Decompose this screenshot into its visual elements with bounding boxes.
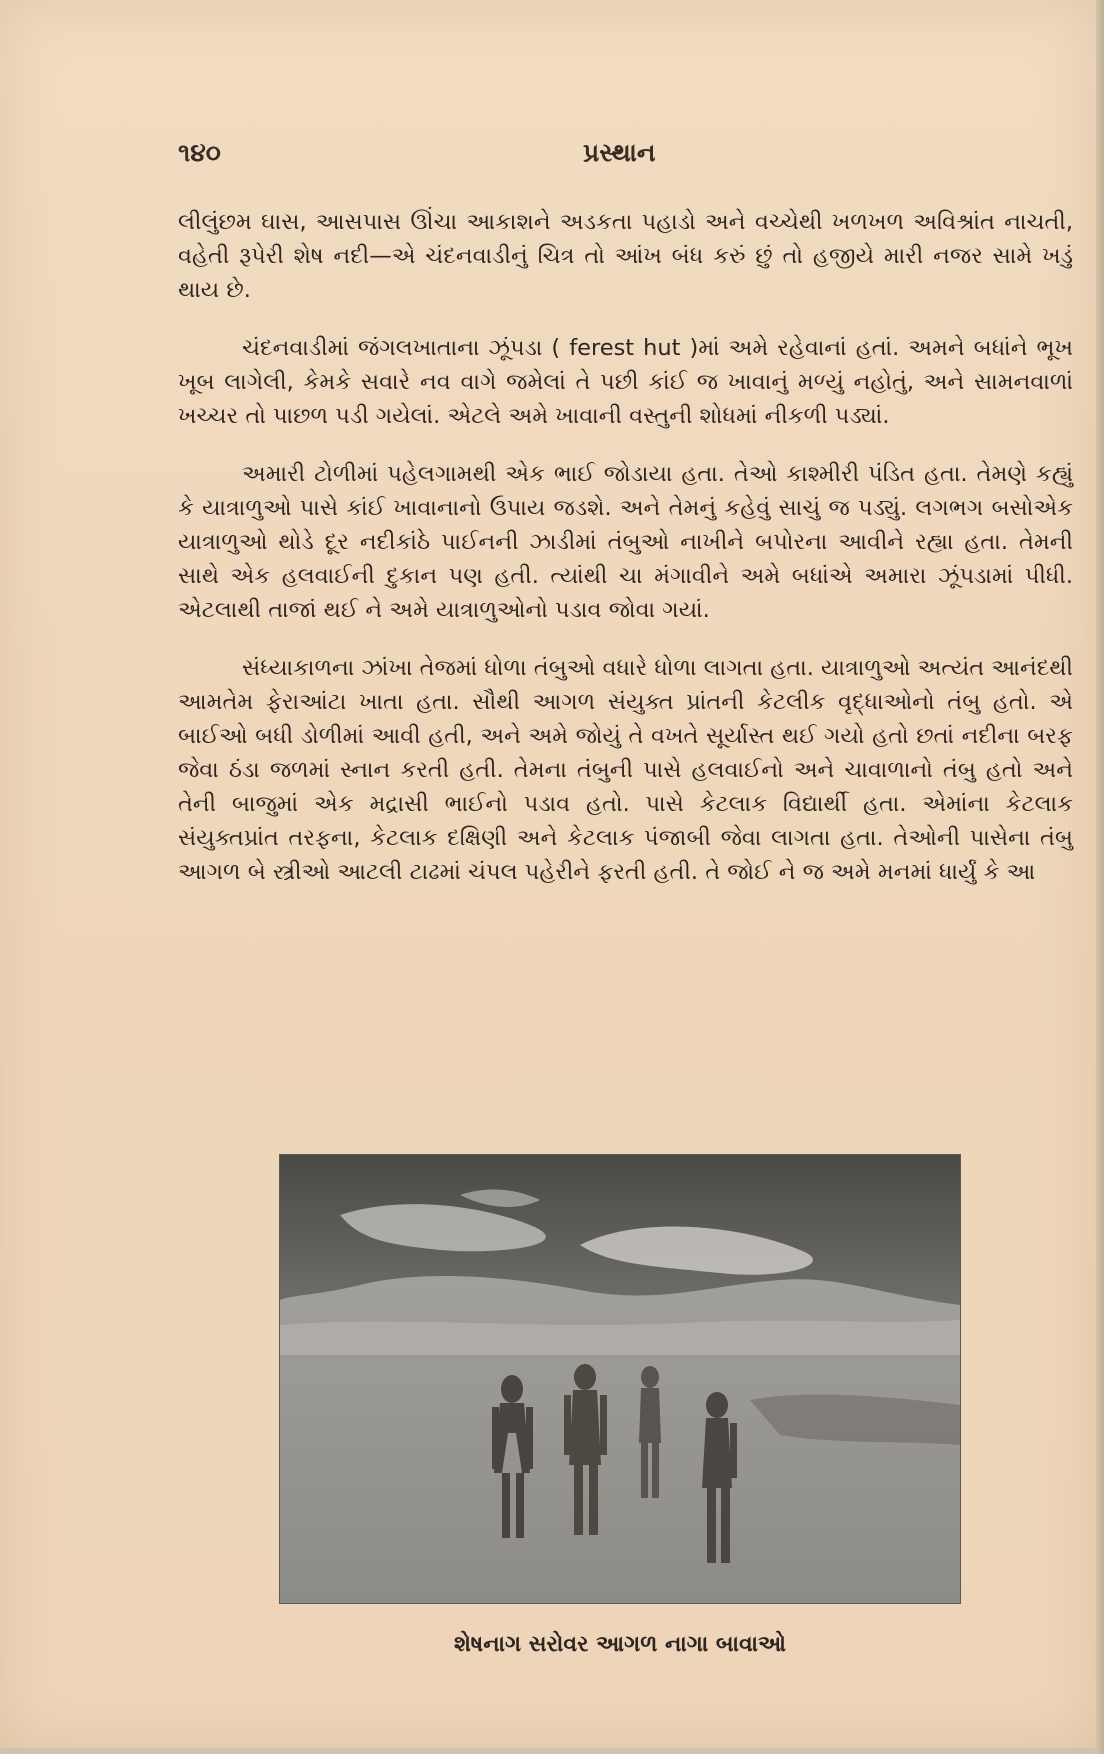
paragraph-1: લીલુંછમ ઘાસ, આસપાસ ઊંચા આકાશને અડકતા પહાડો અને વચ્ચેથી ખળખળ અવિશ્રાંત નાચતી, વહેતી રૂપેરી શેષ નદી—એ ચંદનવાડીનું ચિત્ર તો આંખ બંધ કરું છું તો હજીયે મારી નજર સામે ખડું થાય છે. xyxy=(178,209,1073,303)
running-head: પ્રસ્થાન xyxy=(583,138,656,167)
page-edge xyxy=(1096,0,1104,1754)
page-header xyxy=(178,138,1073,178)
paragraph-3: અમારી ટોળીમાં પહેલગામથી એક ભાઈ જોડાયા હતા. તેઓ કાશ્મીરી પંડિત હતા. તેમણે કહ્યું કે યાત્રાળુઓ પાસે કાંઈ ખાવાનાનો ઉપાય જડશે. અને તેમનું કહેવું સાચું જ પડ્યું. લગભગ બસોએક યાત્રાળુઓ થોડે દૂર નદીકાંઠે પાઈનની ઝાડીમાં તંબુઓ નાખીને બપોરના આવીને રહ્યા હતા. તેમની સાથે એક હલવાઈની દુકાન પણ હતી. ત્યાંથી ચા મંગાવીને અમે બધાંએ અમારા ઝૂંપડામાં પીધી. એટલાથી તાજાં થઈ ને અમે યાત્રાળુઓનો પડાવ જોવા ગયાં. xyxy=(178,461,1073,623)
page-number: ૧૪૦ xyxy=(178,138,221,167)
photo-caption: શેષનાગ સરોવર આગળ નાગા બાવાઓ xyxy=(453,1632,787,1657)
paragraph-2: ચંદનવાડીમાં જંગલખાતાના ઝૂંપડા ( ferest hut )માં અમે રહેવાનાં હતાં. અમને બધાંને ભૂખ ખૂબ લાગેલી, કેમકે સવારે નવ વાગે જમેલાં તે પછી કાંઈ જ ખાવાનું મળ્યું નહોતું, અને સામનવાળાં ખચ્ચર તો પાછળ પડી ગયેલાં. એટલે અમે ખાવાની વસ્તુની શોધમાં નીકળી પડ્યાં. xyxy=(178,335,1073,429)
photograph xyxy=(280,1155,960,1603)
paragraph-4: સંધ્યાકાળના ઝાંખા તેજમાં ધોળા તંબુઓ વધારે ધોળા લાગતા હતા. યાત્રાળુઓ અત્યંત આનંદથી આમતેમ ફેરાઆંટા ખાતા હતા. સૌથી આગળ સંયુક્ત પ્રાંતની કેટલીક વૃદ્ધાઓનો તંબુ હતો. એ બાઈઓ બધી ડોળીમાં આવી હતી, અને અમે જોયું તે વખતે સૂર્યાસ્ત થઈ ગયો હતો છતાં નદીના બરફ જેવા ઠંડા જળમાં સ્નાન કરતી હતી. તેમના તંબુની પાસે હલવાઈનો અને ચાવાળાનો તંબુ હતો અને તેની બાજુમાં એક મદ્રાસી ભાઈનો પડાવ હતો. પાસે કેટલાક વિદ્યાર્થી હતા. એમાંના કેટલાક સંયુક્તપ્રાંત તરફના, કેટલાક દક્ષિણી અને કેટલાક પંજાબી જેવા લાગતા હતા. તેઓની પાસેના તંબુ આગળ બે સ્ત્રીઓ આટલી ટાઢમાં ચંપલ પહેરીને ફરતી હતી. તે જોઈ ને જ અમે મનમાં ધાર્યું કે આ xyxy=(178,655,1073,885)
body-text xyxy=(178,205,1073,913)
photo-scene xyxy=(280,1155,960,1603)
